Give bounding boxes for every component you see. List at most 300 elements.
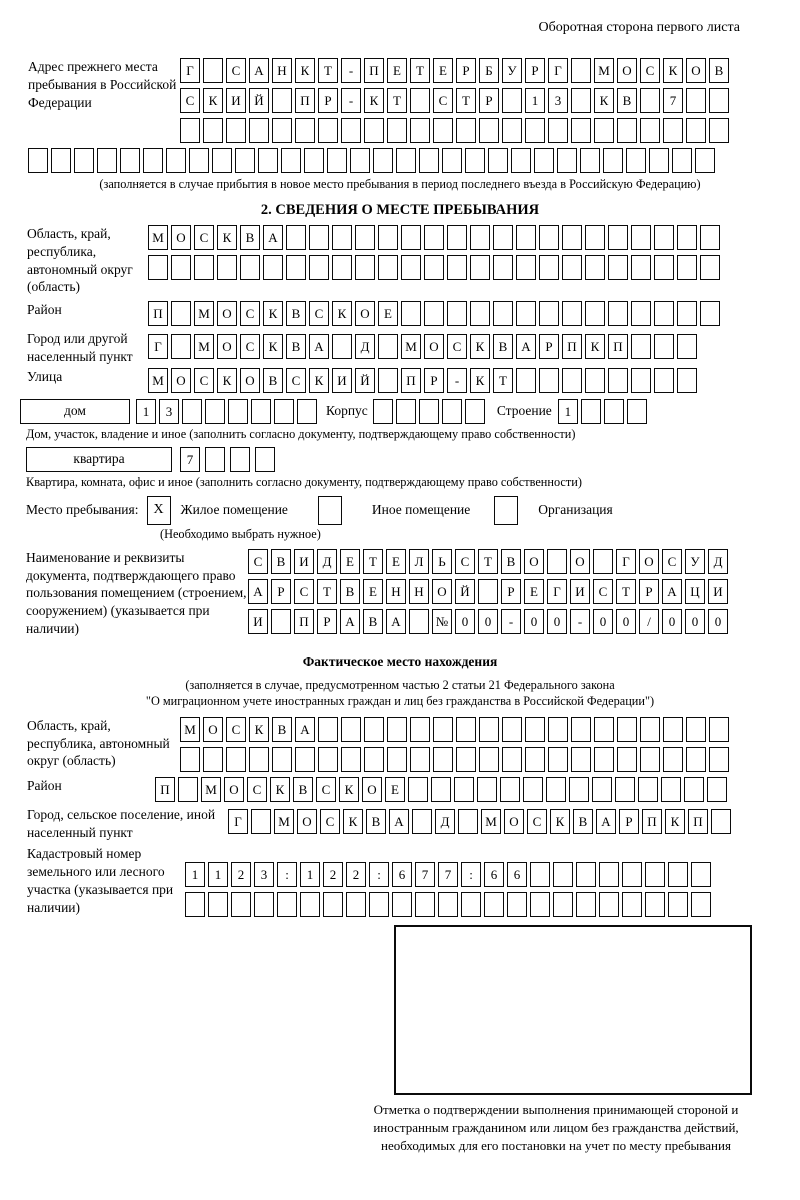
char-cell[interactable]: : xyxy=(369,862,389,887)
char-cell[interactable]: С xyxy=(662,549,682,574)
char-cell[interactable] xyxy=(530,862,550,887)
char-cell[interactable]: Т xyxy=(387,88,407,113)
char-cell[interactable]: Р xyxy=(501,579,521,604)
char-cell[interactable] xyxy=(185,892,205,917)
char-cell[interactable] xyxy=(350,148,370,173)
char-cell[interactable] xyxy=(205,447,225,472)
char-cell[interactable] xyxy=(272,88,292,113)
char-cell[interactable]: В xyxy=(617,88,637,113)
char-cell[interactable] xyxy=(272,118,292,143)
char-cell[interactable] xyxy=(562,301,582,326)
char-cell[interactable]: П xyxy=(148,301,168,326)
char-cell[interactable] xyxy=(638,777,658,802)
char-cell[interactable] xyxy=(431,777,451,802)
char-cell[interactable] xyxy=(548,747,568,772)
char-cell[interactable] xyxy=(203,747,223,772)
char-cell[interactable]: Й xyxy=(455,579,475,604)
char-cell[interactable]: Р xyxy=(619,809,639,834)
char-cell[interactable] xyxy=(230,447,250,472)
char-cell[interactable]: 2 xyxy=(323,862,343,887)
char-cell[interactable] xyxy=(171,334,191,359)
char-cell[interactable]: 6 xyxy=(507,862,527,887)
char-cell[interactable]: : xyxy=(277,862,297,887)
char-cell[interactable] xyxy=(424,255,444,280)
char-cell[interactable] xyxy=(461,892,481,917)
char-cell[interactable]: К xyxy=(332,301,352,326)
char-cell[interactable] xyxy=(608,368,628,393)
char-cell[interactable]: Г xyxy=(548,58,568,83)
char-cell[interactable] xyxy=(286,255,306,280)
char-cell[interactable] xyxy=(263,255,283,280)
char-cell[interactable] xyxy=(249,118,269,143)
char-cell[interactable] xyxy=(332,255,352,280)
char-cell[interactable]: К xyxy=(364,88,384,113)
char-cell[interactable] xyxy=(401,255,421,280)
char-cell[interactable] xyxy=(695,148,715,173)
char-cell[interactable]: А xyxy=(389,809,409,834)
char-cell[interactable]: Д xyxy=(355,334,375,359)
char-cell[interactable] xyxy=(171,301,191,326)
char-cell[interactable]: О xyxy=(297,809,317,834)
char-cell[interactable]: 1 xyxy=(525,88,545,113)
char-cell[interactable] xyxy=(645,862,665,887)
char-cell[interactable] xyxy=(74,148,94,173)
char-cell[interactable] xyxy=(686,747,706,772)
char-cell[interactable] xyxy=(608,225,628,250)
char-cell[interactable]: Г xyxy=(616,549,636,574)
char-cell[interactable] xyxy=(571,88,591,113)
char-cell[interactable]: Ц xyxy=(685,579,705,604)
char-cell[interactable] xyxy=(341,118,361,143)
char-cell[interactable] xyxy=(346,892,366,917)
char-cell[interactable]: 0 xyxy=(547,609,567,634)
char-cell[interactable] xyxy=(51,148,71,173)
char-cell[interactable] xyxy=(686,88,706,113)
char-cell[interactable] xyxy=(205,399,225,424)
char-cell[interactable] xyxy=(571,717,591,742)
char-cell[interactable]: Г xyxy=(547,579,567,604)
char-cell[interactable] xyxy=(700,301,720,326)
char-cell[interactable]: И xyxy=(570,579,590,604)
char-cell[interactable] xyxy=(502,88,522,113)
char-cell[interactable] xyxy=(691,892,711,917)
char-cell[interactable] xyxy=(500,777,520,802)
char-cell[interactable]: У xyxy=(502,58,522,83)
char-cell[interactable]: К xyxy=(550,809,570,834)
char-cell[interactable]: Г xyxy=(148,334,168,359)
char-cell[interactable] xyxy=(478,579,498,604)
char-cell[interactable]: А xyxy=(309,334,329,359)
char-cell[interactable] xyxy=(387,747,407,772)
char-cell[interactable] xyxy=(286,225,306,250)
char-cell[interactable]: К xyxy=(594,88,614,113)
char-cell[interactable] xyxy=(493,225,513,250)
char-cell[interactable]: У xyxy=(685,549,705,574)
char-cell[interactable] xyxy=(217,255,237,280)
char-cell[interactable] xyxy=(240,255,260,280)
char-cell[interactable]: Р xyxy=(271,579,291,604)
char-cell[interactable] xyxy=(373,148,393,173)
char-cell[interactable]: М xyxy=(401,334,421,359)
char-cell[interactable] xyxy=(178,777,198,802)
char-cell[interactable] xyxy=(585,255,605,280)
char-cell[interactable]: М xyxy=(194,334,214,359)
char-cell[interactable] xyxy=(539,225,559,250)
char-cell[interactable]: Т xyxy=(318,58,338,83)
char-cell[interactable]: : xyxy=(461,862,481,887)
char-cell[interactable] xyxy=(523,777,543,802)
char-cell[interactable] xyxy=(617,118,637,143)
char-cell[interactable] xyxy=(663,717,683,742)
char-cell[interactable] xyxy=(447,301,467,326)
char-cell[interactable] xyxy=(525,717,545,742)
char-cell[interactable]: 0 xyxy=(478,609,498,634)
char-cell[interactable]: - xyxy=(341,88,361,113)
char-cell[interactable]: И xyxy=(708,579,728,604)
char-cell[interactable] xyxy=(456,747,476,772)
char-cell[interactable] xyxy=(654,368,674,393)
char-cell[interactable] xyxy=(180,747,200,772)
char-cell[interactable]: К xyxy=(217,225,237,250)
char-cell[interactable] xyxy=(226,747,246,772)
char-cell[interactable] xyxy=(640,747,660,772)
char-cell[interactable]: П xyxy=(642,809,662,834)
char-cell[interactable]: О xyxy=(203,717,223,742)
char-cell[interactable]: - xyxy=(570,609,590,634)
char-cell[interactable]: С xyxy=(593,579,613,604)
char-cell[interactable]: К xyxy=(270,777,290,802)
char-cell[interactable] xyxy=(511,148,531,173)
char-cell[interactable]: С xyxy=(226,58,246,83)
char-cell[interactable]: К xyxy=(263,334,283,359)
char-cell[interactable] xyxy=(581,399,601,424)
char-cell[interactable] xyxy=(507,892,527,917)
char-cell[interactable] xyxy=(355,225,375,250)
char-cell[interactable]: Е xyxy=(387,58,407,83)
char-cell[interactable] xyxy=(592,777,612,802)
char-cell[interactable] xyxy=(534,148,554,173)
char-cell[interactable]: О xyxy=(686,58,706,83)
char-cell[interactable] xyxy=(617,717,637,742)
char-cell[interactable]: Е xyxy=(340,549,360,574)
char-cell[interactable]: М xyxy=(148,368,168,393)
char-cell[interactable] xyxy=(470,301,490,326)
char-cell[interactable] xyxy=(364,118,384,143)
char-cell[interactable]: С xyxy=(194,225,214,250)
char-cell[interactable]: Е xyxy=(524,579,544,604)
char-cell[interactable] xyxy=(604,399,624,424)
char-cell[interactable] xyxy=(180,118,200,143)
char-cell[interactable]: К xyxy=(203,88,223,113)
char-cell[interactable] xyxy=(576,862,596,887)
char-cell[interactable]: Е xyxy=(433,58,453,83)
char-cell[interactable] xyxy=(458,809,478,834)
char-cell[interactable] xyxy=(309,225,329,250)
char-cell[interactable] xyxy=(493,255,513,280)
char-cell[interactable] xyxy=(271,609,291,634)
char-cell[interactable]: М xyxy=(201,777,221,802)
char-cell[interactable]: О xyxy=(362,777,382,802)
checkbox-inoe[interactable] xyxy=(318,496,342,525)
char-cell[interactable]: / xyxy=(639,609,659,634)
char-cell[interactable]: К xyxy=(663,58,683,83)
char-cell[interactable]: В xyxy=(286,334,306,359)
char-cell[interactable]: С xyxy=(640,58,660,83)
char-cell[interactable] xyxy=(412,809,432,834)
char-cell[interactable]: - xyxy=(447,368,467,393)
char-cell[interactable] xyxy=(525,118,545,143)
char-cell[interactable]: В xyxy=(286,301,306,326)
char-cell[interactable] xyxy=(300,892,320,917)
char-cell[interactable] xyxy=(387,118,407,143)
char-cell[interactable] xyxy=(525,747,545,772)
char-cell[interactable]: В xyxy=(340,579,360,604)
char-cell[interactable] xyxy=(465,148,485,173)
char-cell[interactable] xyxy=(608,301,628,326)
char-cell[interactable]: 3 xyxy=(548,88,568,113)
char-cell[interactable] xyxy=(143,148,163,173)
char-cell[interactable] xyxy=(396,148,416,173)
char-cell[interactable] xyxy=(318,118,338,143)
char-cell[interactable] xyxy=(297,399,317,424)
char-cell[interactable] xyxy=(254,892,274,917)
char-cell[interactable]: С xyxy=(447,334,467,359)
char-cell[interactable]: 3 xyxy=(254,862,274,887)
char-cell[interactable]: Т xyxy=(317,579,337,604)
char-cell[interactable] xyxy=(502,717,522,742)
char-cell[interactable] xyxy=(686,118,706,143)
char-cell[interactable] xyxy=(548,118,568,143)
char-cell[interactable] xyxy=(231,892,251,917)
char-cell[interactable]: Н xyxy=(386,579,406,604)
char-cell[interactable]: Т xyxy=(456,88,476,113)
char-cell[interactable] xyxy=(433,717,453,742)
char-cell[interactable] xyxy=(401,301,421,326)
char-cell[interactable] xyxy=(456,717,476,742)
char-cell[interactable]: Е xyxy=(386,549,406,574)
char-cell[interactable]: С xyxy=(309,301,329,326)
char-cell[interactable] xyxy=(661,777,681,802)
char-cell[interactable] xyxy=(332,334,352,359)
char-cell[interactable] xyxy=(672,148,692,173)
char-cell[interactable] xyxy=(516,368,536,393)
char-cell[interactable]: 0 xyxy=(593,609,613,634)
char-cell[interactable] xyxy=(516,255,536,280)
char-cell[interactable] xyxy=(580,148,600,173)
char-cell[interactable] xyxy=(553,862,573,887)
char-cell[interactable] xyxy=(562,225,582,250)
char-cell[interactable]: П xyxy=(155,777,175,802)
char-cell[interactable]: В xyxy=(366,809,386,834)
char-cell[interactable]: П xyxy=(295,88,315,113)
char-cell[interactable] xyxy=(684,777,704,802)
char-cell[interactable]: С xyxy=(226,717,246,742)
char-cell[interactable] xyxy=(208,892,228,917)
char-cell[interactable]: П xyxy=(688,809,708,834)
char-cell[interactable]: А xyxy=(249,58,269,83)
char-cell[interactable]: К xyxy=(249,717,269,742)
char-cell[interactable]: В xyxy=(293,777,313,802)
char-cell[interactable]: К xyxy=(470,368,490,393)
char-cell[interactable]: О xyxy=(639,549,659,574)
char-cell[interactable]: И xyxy=(226,88,246,113)
char-cell[interactable] xyxy=(341,747,361,772)
char-cell[interactable] xyxy=(323,892,343,917)
char-cell[interactable] xyxy=(615,777,635,802)
char-cell[interactable] xyxy=(539,301,559,326)
char-cell[interactable] xyxy=(442,399,462,424)
char-cell[interactable] xyxy=(594,717,614,742)
char-cell[interactable] xyxy=(194,255,214,280)
char-cell[interactable]: И xyxy=(332,368,352,393)
char-cell[interactable]: Р xyxy=(424,368,444,393)
char-cell[interactable] xyxy=(410,747,430,772)
char-cell[interactable] xyxy=(396,399,416,424)
char-cell[interactable] xyxy=(640,118,660,143)
char-cell[interactable]: - xyxy=(501,609,521,634)
char-cell[interactable] xyxy=(424,225,444,250)
char-cell[interactable] xyxy=(295,747,315,772)
char-cell[interactable]: 6 xyxy=(392,862,412,887)
char-cell[interactable]: П xyxy=(294,609,314,634)
char-cell[interactable]: О xyxy=(217,301,237,326)
char-cell[interactable]: Д xyxy=(708,549,728,574)
char-cell[interactable]: П xyxy=(608,334,628,359)
char-cell[interactable]: Р xyxy=(456,58,476,83)
char-cell[interactable]: С xyxy=(180,88,200,113)
char-cell[interactable]: К xyxy=(295,58,315,83)
char-cell[interactable] xyxy=(277,892,297,917)
char-cell[interactable]: Е xyxy=(385,777,405,802)
char-cell[interactable]: Б xyxy=(479,58,499,83)
char-cell[interactable] xyxy=(631,368,651,393)
char-cell[interactable] xyxy=(456,118,476,143)
char-cell[interactable]: С xyxy=(433,88,453,113)
char-cell[interactable] xyxy=(502,747,522,772)
char-cell[interactable]: Е xyxy=(363,579,383,604)
char-cell[interactable] xyxy=(626,148,646,173)
char-cell[interactable]: 1 xyxy=(558,399,578,424)
char-cell[interactable]: 7 xyxy=(415,862,435,887)
char-cell[interactable] xyxy=(571,58,591,83)
char-cell[interactable] xyxy=(318,747,338,772)
char-cell[interactable]: О xyxy=(424,334,444,359)
char-cell[interactable]: 1 xyxy=(300,862,320,887)
char-cell[interactable] xyxy=(631,334,651,359)
char-cell[interactable] xyxy=(654,255,674,280)
char-cell[interactable]: 6 xyxy=(484,862,504,887)
char-cell[interactable] xyxy=(622,892,642,917)
char-cell[interactable]: № xyxy=(432,609,452,634)
char-cell[interactable]: Т xyxy=(616,579,636,604)
char-cell[interactable]: 7 xyxy=(663,88,683,113)
char-cell[interactable] xyxy=(562,368,582,393)
char-cell[interactable] xyxy=(408,777,428,802)
char-cell[interactable] xyxy=(677,334,697,359)
char-cell[interactable] xyxy=(709,717,729,742)
char-cell[interactable]: С xyxy=(294,579,314,604)
char-cell[interactable]: О xyxy=(524,549,544,574)
char-cell[interactable]: Й xyxy=(355,368,375,393)
char-cell[interactable]: Р xyxy=(525,58,545,83)
char-cell[interactable] xyxy=(148,255,168,280)
char-cell[interactable]: А xyxy=(516,334,536,359)
char-cell[interactable] xyxy=(608,255,628,280)
char-cell[interactable]: С xyxy=(240,334,260,359)
char-cell[interactable]: П xyxy=(562,334,582,359)
char-cell[interactable]: Р xyxy=(639,579,659,604)
char-cell[interactable]: Е xyxy=(378,301,398,326)
char-cell[interactable]: А xyxy=(248,579,268,604)
char-cell[interactable] xyxy=(419,148,439,173)
char-cell[interactable]: 2 xyxy=(231,862,251,887)
char-cell[interactable] xyxy=(355,255,375,280)
char-cell[interactable] xyxy=(516,301,536,326)
char-cell[interactable]: С xyxy=(194,368,214,393)
char-cell[interactable] xyxy=(212,148,232,173)
char-cell[interactable] xyxy=(235,148,255,173)
char-cell[interactable]: Д xyxy=(435,809,455,834)
char-cell[interactable]: К xyxy=(665,809,685,834)
char-cell[interactable]: С xyxy=(527,809,547,834)
char-cell[interactable]: М xyxy=(194,301,214,326)
char-cell[interactable] xyxy=(465,399,485,424)
char-cell[interactable]: 0 xyxy=(616,609,636,634)
char-cell[interactable] xyxy=(470,225,490,250)
char-cell[interactable] xyxy=(378,225,398,250)
char-cell[interactable] xyxy=(415,892,435,917)
char-cell[interactable]: В xyxy=(709,58,729,83)
char-cell[interactable] xyxy=(663,118,683,143)
char-cell[interactable] xyxy=(668,892,688,917)
char-cell[interactable] xyxy=(585,368,605,393)
char-cell[interactable] xyxy=(585,225,605,250)
char-cell[interactable]: В xyxy=(263,368,283,393)
char-cell[interactable] xyxy=(378,255,398,280)
char-cell[interactable] xyxy=(438,892,458,917)
char-cell[interactable]: С xyxy=(247,777,267,802)
char-cell[interactable] xyxy=(332,225,352,250)
char-cell[interactable]: Р xyxy=(539,334,559,359)
char-cell[interactable]: К xyxy=(217,368,237,393)
char-cell[interactable]: Н xyxy=(272,58,292,83)
char-cell[interactable]: Г xyxy=(228,809,248,834)
char-cell[interactable]: 0 xyxy=(524,609,544,634)
char-cell[interactable]: Й xyxy=(249,88,269,113)
char-cell[interactable] xyxy=(249,747,269,772)
char-cell[interactable] xyxy=(599,892,619,917)
char-cell[interactable] xyxy=(677,301,697,326)
char-cell[interactable]: Ь xyxy=(432,549,452,574)
char-cell[interactable]: 7 xyxy=(438,862,458,887)
char-cell[interactable]: О xyxy=(217,334,237,359)
char-cell[interactable]: В xyxy=(573,809,593,834)
char-cell[interactable] xyxy=(668,862,688,887)
char-cell[interactable]: С xyxy=(455,549,475,574)
char-cell[interactable] xyxy=(640,717,660,742)
char-cell[interactable]: В xyxy=(240,225,260,250)
char-cell[interactable] xyxy=(547,549,567,574)
char-cell[interactable] xyxy=(295,118,315,143)
char-cell[interactable] xyxy=(569,777,589,802)
char-cell[interactable]: 0 xyxy=(685,609,705,634)
char-cell[interactable]: Т xyxy=(493,368,513,393)
char-cell[interactable] xyxy=(341,717,361,742)
char-cell[interactable] xyxy=(392,892,412,917)
char-cell[interactable] xyxy=(479,118,499,143)
char-cell[interactable] xyxy=(539,255,559,280)
char-cell[interactable]: К xyxy=(263,301,283,326)
